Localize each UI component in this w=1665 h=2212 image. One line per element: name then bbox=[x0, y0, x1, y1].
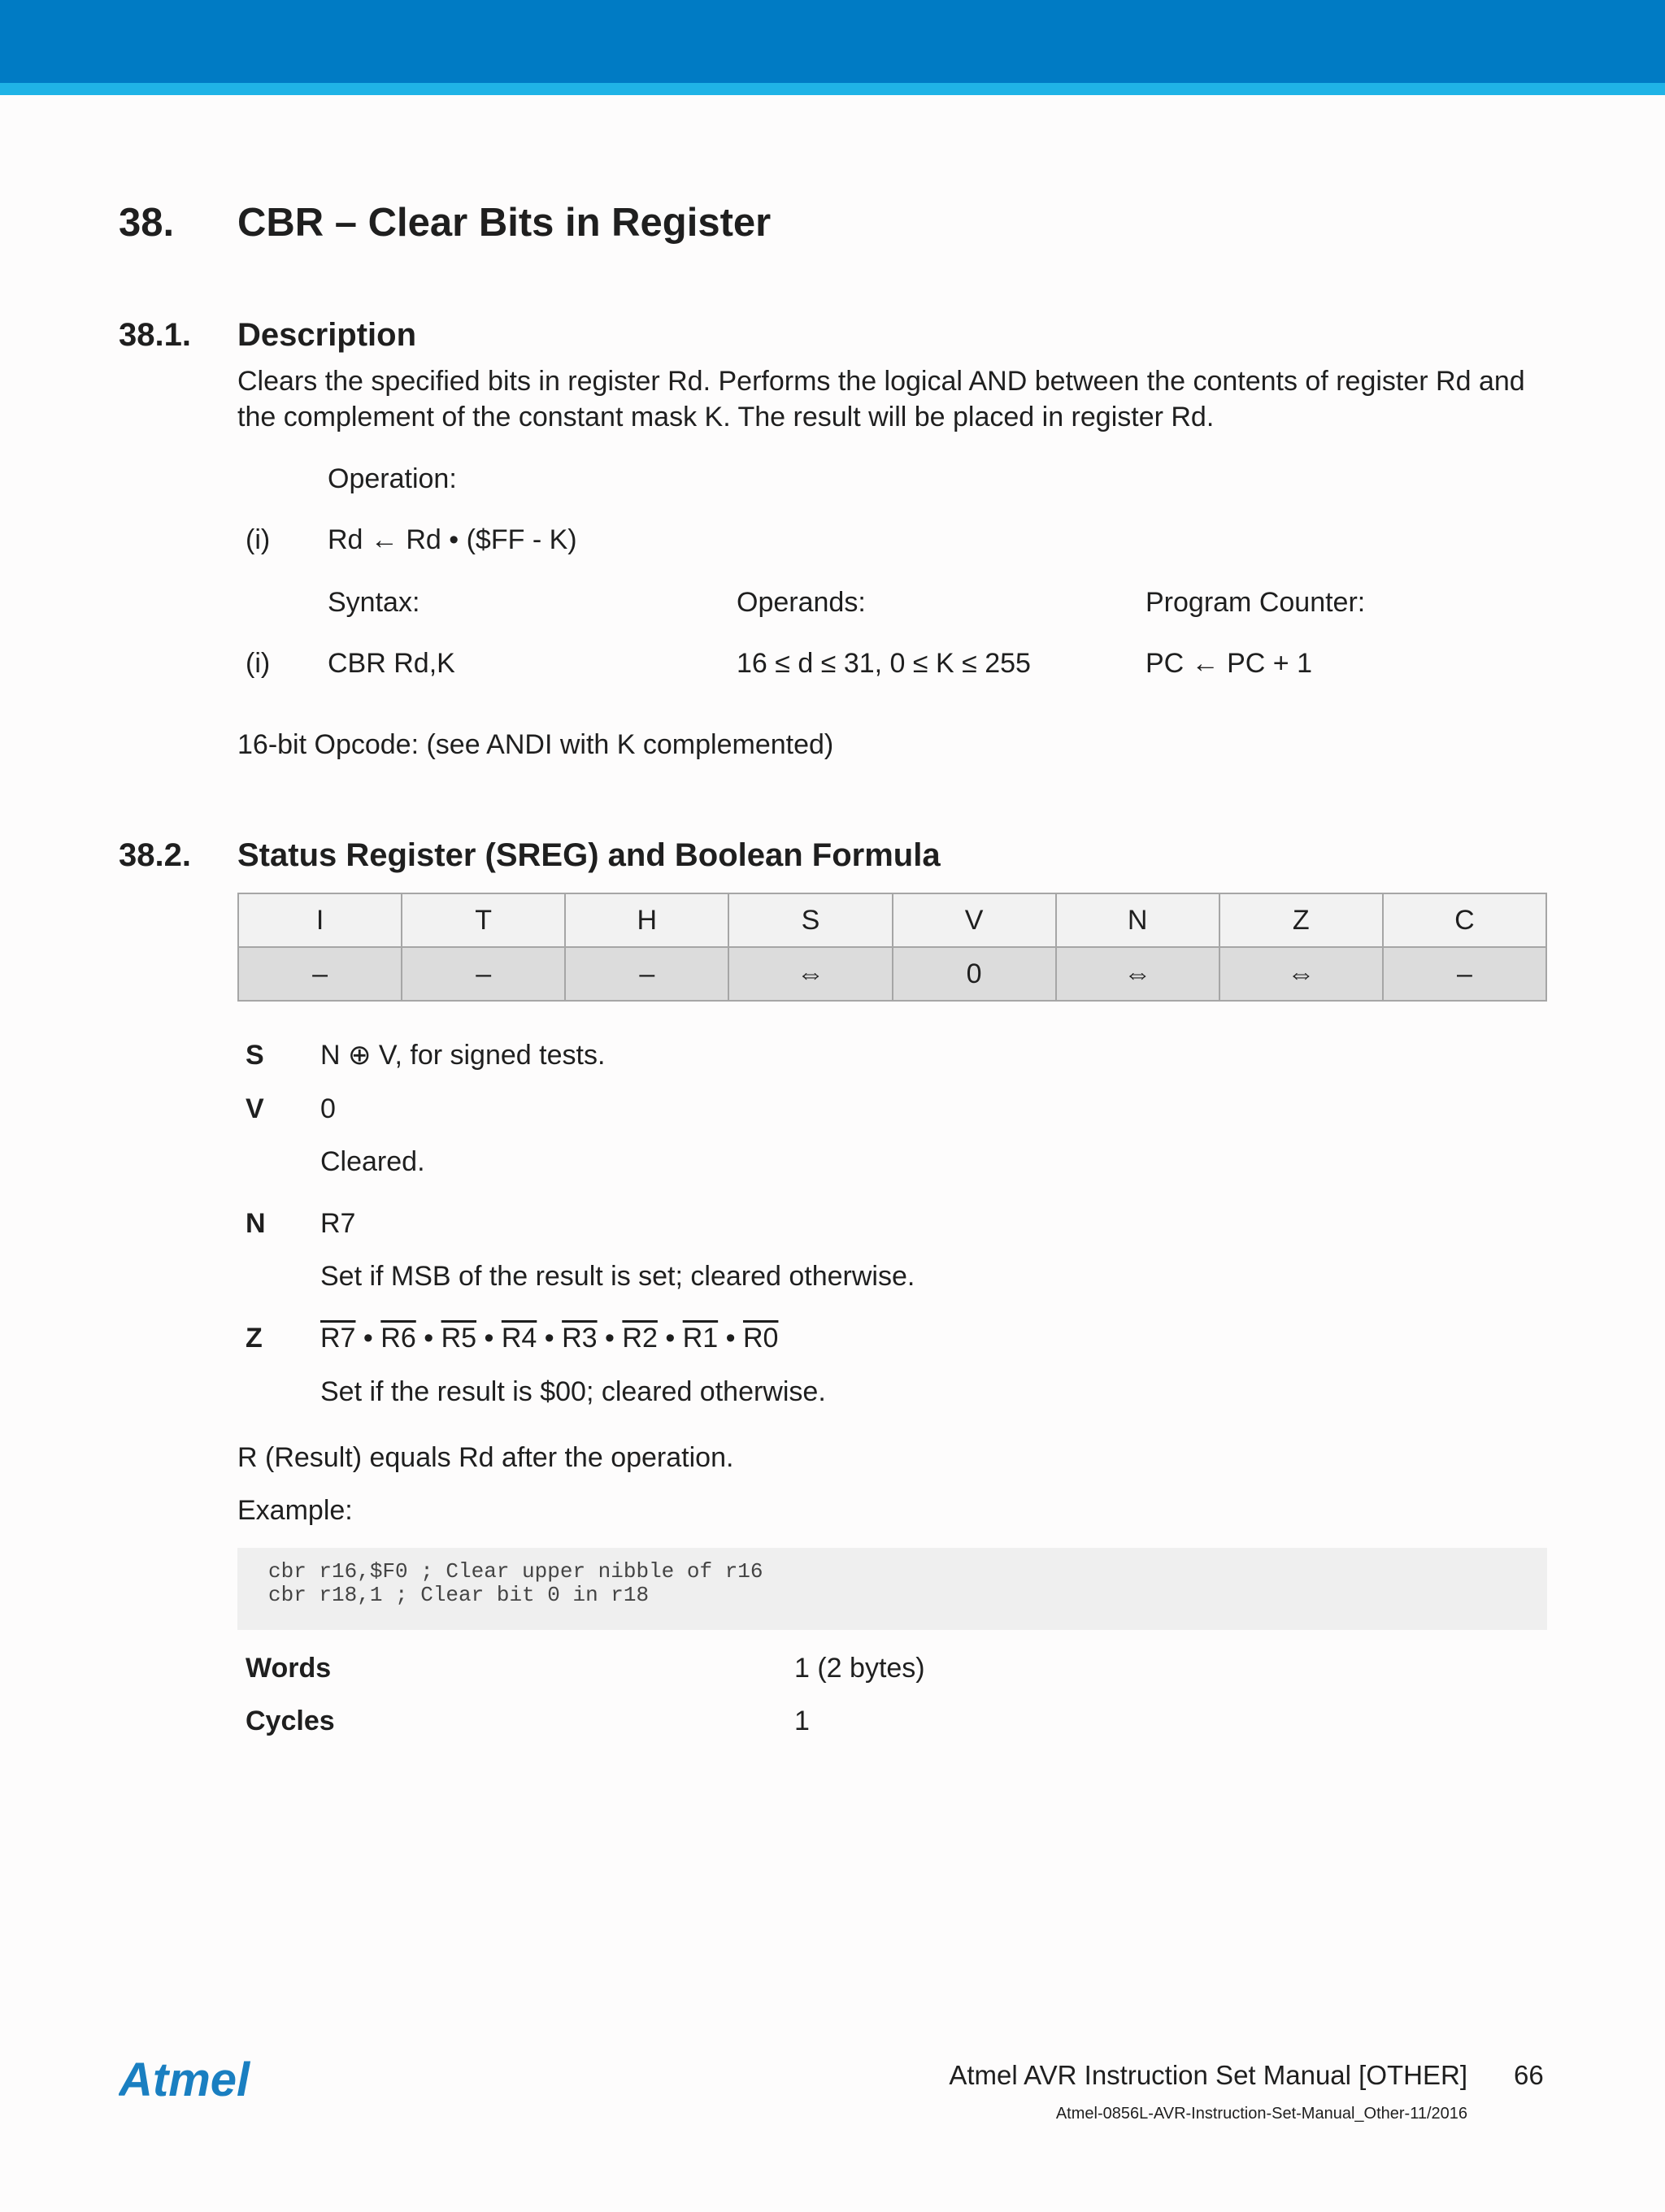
z-term: R4 bbox=[501, 1323, 537, 1354]
sreg-flag-cell: C bbox=[1383, 893, 1546, 947]
syntax-value: CBR Rd,K bbox=[328, 648, 455, 679]
and-operator: • bbox=[424, 1323, 434, 1354]
z-term: R6 bbox=[380, 1323, 416, 1354]
sreg-flag-cell: S bbox=[728, 893, 892, 947]
sreg-value-cell: ⇔ bbox=[1219, 947, 1383, 1001]
syntax-label: Syntax: bbox=[328, 587, 420, 618]
description-number: 38.1. bbox=[119, 317, 191, 353]
and-operator: • bbox=[363, 1323, 373, 1354]
section-title: CBR – Clear Bits in Register bbox=[237, 201, 772, 245]
operands-label: Operands: bbox=[737, 587, 866, 618]
program-counter-value: PC ← PC + 1 bbox=[1146, 648, 1313, 679]
flag-z-description: Set if the result is $00; cleared otherwise. bbox=[320, 1376, 826, 1407]
program-counter-label: Program Counter: bbox=[1146, 587, 1366, 618]
sreg-flag-cell: Z bbox=[1219, 893, 1383, 947]
words-value: 1 (2 bytes) bbox=[794, 1653, 925, 1684]
sreg-flag-cell: V bbox=[893, 893, 1056, 947]
operation-index: (i) bbox=[246, 524, 271, 555]
z-term: R3 bbox=[562, 1323, 598, 1354]
flag-s-label: S bbox=[246, 1040, 264, 1071]
sreg-flag-cell: T bbox=[402, 893, 565, 947]
page-number: 66 bbox=[1514, 2060, 1544, 2090]
flag-v-label: V bbox=[246, 1093, 264, 1124]
header-stripe bbox=[0, 83, 1665, 95]
sreg-value-cell: 0 bbox=[893, 947, 1056, 1001]
z-term: R0 bbox=[742, 1323, 779, 1354]
cycles-label: Cycles bbox=[246, 1706, 335, 1736]
sreg-heading: Status Register (SREG) and Boolean Formula bbox=[237, 837, 941, 873]
operation-formula: Rd ← Rd • ($FF - K) bbox=[328, 524, 577, 555]
flag-v-formula: 0 bbox=[320, 1093, 336, 1124]
sreg-value-cell: – bbox=[565, 947, 728, 1001]
flag-n-description: Set if MSB of the result is set; cleared otherwise. bbox=[320, 1261, 915, 1292]
z-term: R5 bbox=[441, 1323, 477, 1354]
syntax-index: (i) bbox=[246, 648, 271, 679]
flag-z-formula bbox=[320, 1320, 778, 1357]
footer-manual-title: Atmel AVR Instruction Set Manual [OTHER] bbox=[949, 2060, 1467, 2090]
sreg-value-cell: – bbox=[238, 947, 402, 1001]
footer-document-id: Atmel-0856L-AVR-Instruction-Set-Manual_Other-11/2016 bbox=[1055, 2105, 1467, 2123]
and-operator: • bbox=[484, 1323, 494, 1354]
cycles-value: 1 bbox=[794, 1706, 810, 1736]
code-line: cbr r16,$F0 ; Clear upper nibble of r16 bbox=[268, 1559, 763, 1584]
sreg-number: 38.2. bbox=[119, 837, 191, 873]
flag-s-formula: N ⊕ V, for signed tests. bbox=[320, 1040, 606, 1071]
sreg-value-cell: ⇔ bbox=[1056, 947, 1219, 1001]
operation-label: Operation: bbox=[328, 463, 457, 494]
sreg-value-cell: – bbox=[1383, 947, 1546, 1001]
result-note: R (Result) equals Rd after the operation. bbox=[237, 1442, 734, 1473]
example-label: Example: bbox=[237, 1495, 353, 1526]
description-line-1: Clears the specified bits in register Rd. Performs the logical AND between the contents of register Rd and bbox=[237, 366, 1525, 397]
operands-value: 16 ≤ d ≤ 31, 0 ≤ K ≤ 255 bbox=[737, 648, 1031, 679]
sreg-value-row bbox=[238, 947, 1546, 1001]
z-term: R2 bbox=[622, 1323, 658, 1354]
description-line-2: the complement of the constant mask K. The result will be placed in register Rd. bbox=[237, 402, 1215, 432]
header-bar bbox=[0, 0, 1665, 83]
code-line: cbr r18,1 ; Clear bit 0 in r18 bbox=[268, 1583, 650, 1607]
logo-text: Atmel bbox=[119, 2055, 250, 2104]
z-term: R1 bbox=[682, 1323, 719, 1354]
sreg-value-cell: – bbox=[402, 947, 565, 1001]
flag-v-description: Cleared. bbox=[320, 1146, 425, 1177]
opcode-line: 16-bit Opcode: (see ANDI with K complemented) bbox=[237, 729, 834, 760]
words-label: Words bbox=[246, 1653, 332, 1684]
and-operator: • bbox=[544, 1323, 554, 1354]
sreg-table bbox=[237, 893, 1547, 1002]
sreg-value-cell: ⇔ bbox=[728, 947, 892, 1001]
and-operator: • bbox=[725, 1323, 736, 1354]
section-number: 38. bbox=[119, 201, 175, 245]
flag-z-label: Z bbox=[246, 1323, 263, 1354]
and-operator: • bbox=[665, 1323, 676, 1354]
z-term: R7 bbox=[320, 1323, 356, 1354]
flag-n-label: N bbox=[246, 1208, 266, 1239]
sreg-flag-cell: H bbox=[565, 893, 728, 947]
sreg-flag-cell: I bbox=[238, 893, 402, 947]
sreg-flag-row bbox=[238, 893, 1546, 947]
code-example bbox=[237, 1548, 1547, 1630]
atmel-logo bbox=[119, 2055, 281, 2104]
and-operator: • bbox=[605, 1323, 615, 1354]
sreg-flag-cell: N bbox=[1056, 893, 1219, 947]
description-heading: Description bbox=[237, 317, 417, 353]
flag-n-formula: R7 bbox=[320, 1208, 356, 1239]
